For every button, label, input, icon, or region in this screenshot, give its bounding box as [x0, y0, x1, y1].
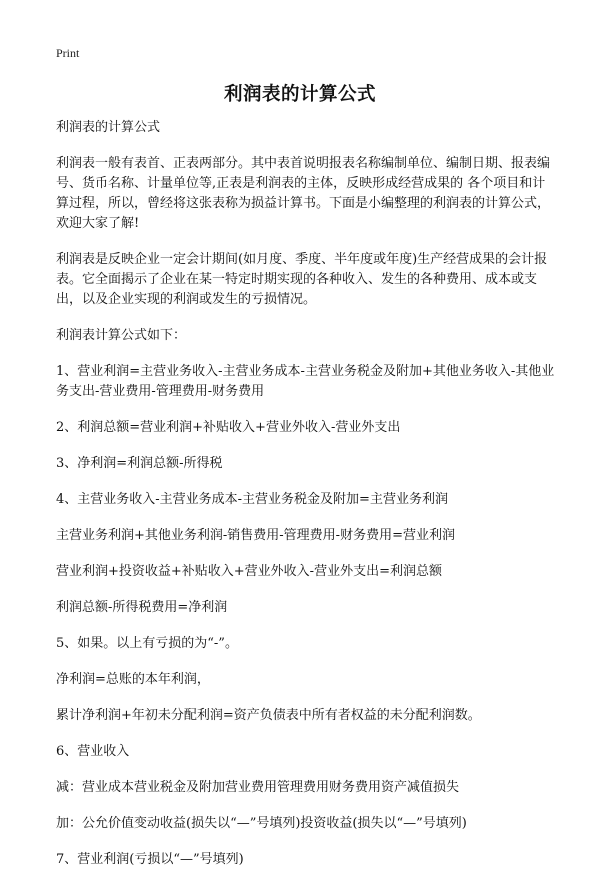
paragraph-definition: 利润表是反映企业一定会计期间(如月度、季度、半年度或年度)生产经营成果的会计报表。它全面揭示了企业在某一特定时期实现的各种收入、发生的各种费用、成本或支出，以及企业实现的利润或发生的亏损情况。 [56, 252, 548, 307]
paragraph-intro: 利润表一般有表首、正表两部分。其中表首说明报表名称编制单位、编制日期、报表编号、货币名称、计量单位等,正表是利润表的主体，反映形成经营成果的 各个项目和计算过程，所以，曾经将这张表称为损益计算书。下面是小编整理的利润表的计算公式，欢迎大家了解! [56, 156, 551, 231]
formula-item: 利润总额-所得税费用=净利润 [56, 600, 228, 615]
article-body [56, 118, 556, 886]
formula-item: 营业利润+投资收益+补贴收入+营业外收入-营业外支出=利润总额 [56, 564, 442, 579]
paragraph-formula-heading: 利润表计算公式如下： [56, 328, 187, 343]
formula-item: 净利润=总账的本年利润， [56, 672, 210, 687]
formula-item: 加：公允价值变动收益(损失以“—”号填列)投资收益(损失以“—”号填列) [56, 816, 467, 831]
formula-item: 累计净利润+年初未分配利润=资产负债表中所有者权益的未分配利润数。 [56, 708, 481, 723]
print-link[interactable]: Print [56, 46, 80, 60]
paragraph-subtitle: 利润表的计算公式 [56, 120, 161, 135]
formula-item: 主营业务利润+其他业务利润-销售费用-管理费用-财务费用=营业利润 [56, 528, 455, 543]
formula-item: 7、营业利润(亏损以“—”号填列) [56, 852, 244, 867]
formula-item: 1、营业利润=主营业务收入-主营业务成本-主营业务税金及附加+其他业务收入-其他业务支出-营业费用-管理费用-财务费用 [56, 364, 555, 399]
page-title: 利润表的计算公式 [223, 84, 376, 105]
formula-item: 4、主营业务收入-主营业务成本-主营业务税金及附加=主营业务利润 [56, 492, 448, 507]
formula-item: 2、利润总额=营业利润+补贴收入+营业外收入-营业外支出 [56, 420, 401, 435]
formula-item: 减：营业成本营业税金及附加营业费用管理费用财务费用资产减值损失 [56, 780, 460, 795]
formula-item: 3、净利润=利润总额-所得税 [56, 456, 223, 471]
formula-item: 5、如果。以上有亏损的为“-”。 [56, 636, 238, 651]
formula-item: 6、营业收入 [56, 744, 130, 759]
